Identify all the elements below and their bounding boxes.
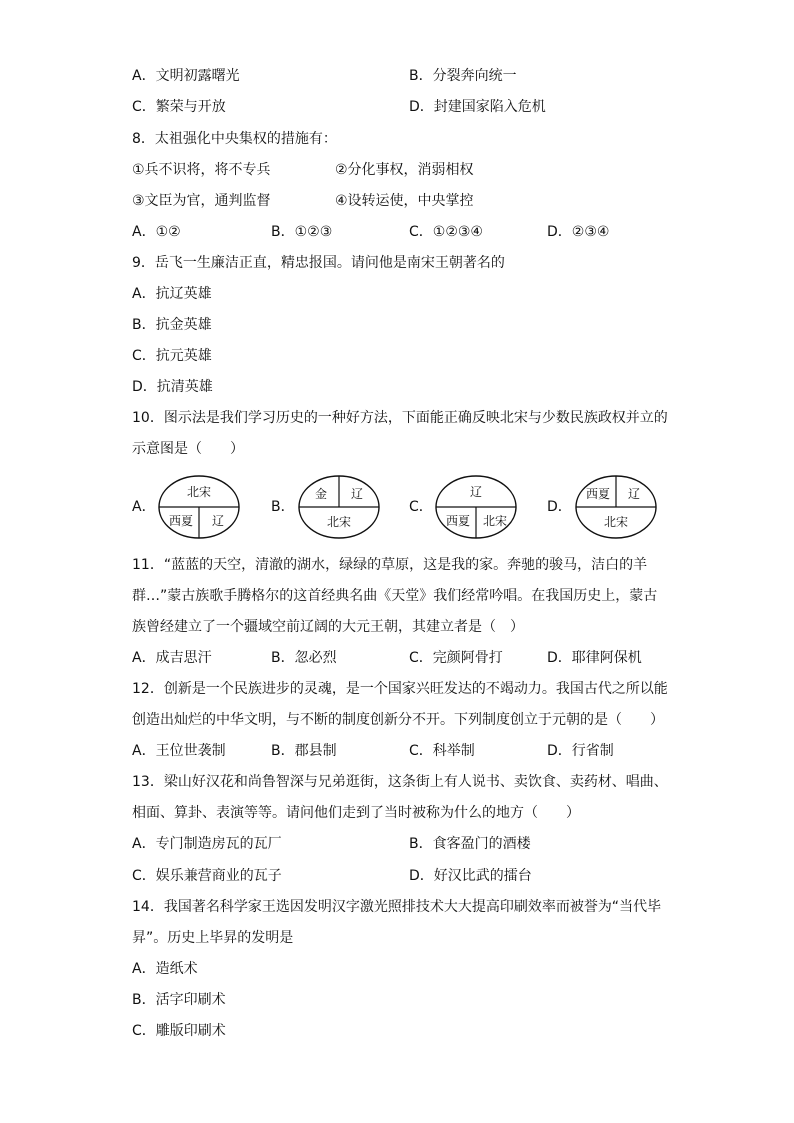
q14-option-c: C．雕版印刷术 [132,1023,226,1039]
q10-label-a: A． [132,499,156,515]
q13-option-d: D．好汉比武的擂台 [409,868,532,884]
q11-option-b: B．忽必烈 [271,650,337,666]
q13-option-a: A．专门制造房瓦的瓦厂 [132,836,282,852]
q9-option-c: C．抗元英雄 [132,348,212,364]
q10-diagram-d [574,474,658,540]
q8-item-3: ③文臣为官，通判监督 [132,193,271,209]
q7-option-a: A．文明初露曙光 [132,68,240,84]
q14-stem-line-2: 昇”。历史上毕昇的发明是 [132,930,294,946]
diagram-c-bottom-right-label: 北宋 [482,514,508,528]
q11-stem-line-2: 群…”蒙古族歌手腾格尔的这首经典名曲《天堂》我们经常吟唱。在我国历史上，蒙古 [132,588,658,604]
q10-label-b: B． [271,499,295,515]
q8-item-2: ②分化事权，消弱相权 [335,162,474,178]
q14-option-a: A．造纸术 [132,961,198,977]
q10-label-d: D． [547,499,572,515]
q10-diagram-b [297,474,381,540]
q8-item-1: ①兵不识将，将不专兵 [132,162,271,178]
diagram-b-bottom-label: 北宋 [326,515,352,529]
diagram-d-top-left-label: 西夏 [585,487,611,501]
q7-option-d: D．封建国家陷入危机 [409,99,546,115]
q14-option-b: B．活字印刷术 [132,992,226,1008]
diagram-b-top-right-label: 辽 [350,487,364,501]
q13-stem-line-1: 13．梁山好汉花和尚鲁智深与兄弟逛街，这条街上有人说书、卖饮食、卖药材、唱曲、 [132,774,668,790]
q14-stem-line-1: 14．我国著名科学家王选因发明汉字激光照排技术大大提高印刷效率而被誉为“当代毕 [132,899,662,915]
q9-option-b: B．抗金英雄 [132,317,212,333]
q13-option-c: C．娱乐兼营商业的瓦子 [132,868,282,884]
q8-item-4: ④设转运使，中央掌控 [335,193,474,209]
q7-option-b: B．分裂奔向统一 [409,68,517,84]
diagram-a-top-label: 北宋 [186,485,212,499]
q8-option-a: A．①② [132,224,181,240]
q9-stem: 9．岳飞一生廉洁正直，精忠报国。请问他是南宋王朝著名的 [132,255,505,271]
q10-stem-line-1: 10．图示法是我们学习历史的一种好方法，下面能正确反映北宋与少数民族政权并立的 [132,410,668,426]
q8-option-c: C．①②③④ [409,224,483,240]
q8-stem: 8．太祖强化中央集权的措施有： [132,131,337,147]
diagram-b-top-left-label: 金 [314,487,328,501]
q12-stem-line-2: 创造出灿烂的中华文明，与不断的制度创新分不开。下列制度创立于元朝的是（ ） [132,712,664,728]
diagram-c-top-label: 辽 [469,485,483,499]
q13-stem-line-2: 相面、算卦、表演等等。请问他们走到了当时被称为什么的地方（ ） [132,805,580,821]
q12-option-b: B．郡县制 [271,743,337,759]
q11-option-c: C．完颜阿骨打 [409,650,503,666]
q9-option-a: A．抗辽英雄 [132,286,212,302]
diagram-d-top-right-label: 辽 [627,487,641,501]
q12-option-a: A．王位世袭制 [132,743,226,759]
diagram-c-bottom-left-label: 西夏 [445,514,471,528]
q12-stem-line-1: 12．创新是一个民族进步的灵魂，是一个国家兴旺发达的不竭动力。我国古代之所以能 [132,681,668,697]
q8-option-b: B．①②③ [271,224,333,240]
q10-label-c: C． [409,499,433,515]
diagram-d-bottom-label: 北宋 [603,515,629,529]
q9-option-d: D．抗清英雄 [132,379,213,395]
q10-diagram-a [157,474,241,540]
q8-option-d: D．②③④ [547,224,610,240]
q11-stem-line-3: 族曾经建立了一个疆域空前辽阔的大元王朝，其建立者是（ ） [132,619,524,635]
q10-diagram-c [434,474,518,540]
q11-option-a: A．成吉思汗 [132,650,212,666]
q7-option-c: C．繁荣与开放 [132,99,226,115]
q12-option-c: C．科举制 [409,743,475,759]
diagram-a-bottom-left-label: 西夏 [168,514,194,528]
q11-stem-line-1: 11．“蓝蓝的天空，清澈的湖水，绿绿的草原，这是我的家。奔驰的骏马，洁白的羊 [132,557,648,573]
q13-option-b: B．食客盈门的酒楼 [409,836,531,852]
q10-stem-line-2: 示意图是（ ） [132,441,244,457]
q11-option-d: D．耶律阿保机 [547,650,642,666]
q12-option-d: D．行省制 [547,743,614,759]
diagram-a-bottom-right-label: 辽 [211,514,225,528]
